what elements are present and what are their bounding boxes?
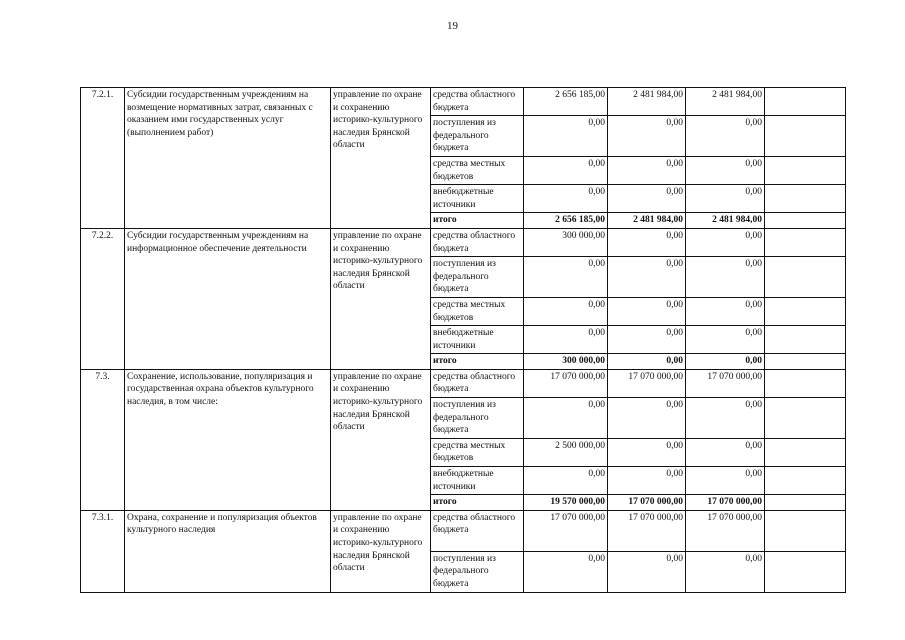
empty-cell [765, 326, 846, 354]
funding-source: средства местных бюджетов [431, 297, 524, 325]
item-name: Охрана, сохранение и популяризация объектов культурного наследия [125, 510, 331, 592]
funding-source: средства областного бюджета [431, 88, 524, 116]
amount-v1: 17 070 000,00 [524, 369, 608, 397]
amount-v1: 2 656 185,00 [524, 88, 608, 116]
amount-v2: 0,00 [608, 438, 686, 466]
amount-v2: 17 070 000,00 [608, 510, 686, 551]
total-amount-v2: 2 481 984,00 [608, 213, 686, 229]
empty-cell [765, 510, 846, 551]
table-row [81, 88, 846, 116]
amount-v3: 0,00 [686, 551, 765, 592]
item-number: 7.2.2. [81, 228, 125, 369]
amount-v1: 0,00 [524, 467, 608, 495]
funding-source: поступления из федерального бюджета [431, 398, 524, 439]
amount-v2: 0,00 [608, 551, 686, 592]
item-name: Сохранение, использование, популяризация и государственная охрана объектов культурного наследия, в том числе: [125, 369, 331, 510]
funding-source: внебюджетные источники [431, 326, 524, 354]
amount-v1: 17 070 000,00 [524, 510, 608, 551]
amount-v3: 0,00 [686, 257, 765, 298]
funding-source: поступления из федерального бюджета [431, 257, 524, 298]
empty-cell [765, 551, 846, 592]
amount-v3: 2 481 984,00 [686, 88, 765, 116]
table-row [81, 510, 846, 551]
amount-v1: 0,00 [524, 398, 608, 439]
funding-source: внебюджетные источники [431, 467, 524, 495]
total-amount-v3: 0,00 [686, 354, 765, 370]
item-name: Субсидии государственным учреждениям на информационное обеспечение деятельности [125, 228, 331, 369]
amount-v1: 0,00 [524, 116, 608, 157]
empty-cell [765, 354, 846, 370]
amount-v2: 0,00 [608, 398, 686, 439]
amount-v2: 0,00 [608, 228, 686, 256]
empty-cell [765, 116, 846, 157]
table-row [81, 228, 846, 256]
total-amount-v2: 0,00 [608, 354, 686, 370]
total-label: итого [431, 213, 524, 229]
empty-cell [765, 257, 846, 298]
empty-cell [765, 156, 846, 184]
amount-v2: 0,00 [608, 257, 686, 298]
amount-v3: 17 070 000,00 [686, 369, 765, 397]
empty-cell [765, 88, 846, 116]
amount-v1: 0,00 [524, 297, 608, 325]
empty-cell [765, 297, 846, 325]
amount-v1: 300 000,00 [524, 228, 608, 256]
amount-v1: 0,00 [524, 257, 608, 298]
funding-source: средства местных бюджетов [431, 438, 524, 466]
amount-v2: 0,00 [608, 185, 686, 213]
amount-v1: 0,00 [524, 551, 608, 592]
item-executor: управление по охране и сохранению историко-культурного наследия Брянской области [331, 228, 431, 369]
total-amount-v1: 2 656 185,00 [524, 213, 608, 229]
amount-v3: 0,00 [686, 326, 765, 354]
amount-v3: 0,00 [686, 438, 765, 466]
amount-v1: 2 500 000,00 [524, 438, 608, 466]
funding-source: внебюджетные источники [431, 185, 524, 213]
funding-source: поступления из федерального бюджета [431, 551, 524, 592]
item-executor: управление по охране и сохранению историко-культурного наследия Брянской области [331, 88, 431, 229]
empty-cell [765, 185, 846, 213]
item-name: Субсидии государственным учреждениям на возмещение нормативных затрат, связанных с оказанием ими государственных услуг (выполнением работ) [125, 88, 331, 229]
amount-v1: 0,00 [524, 185, 608, 213]
budget-table [80, 87, 846, 593]
amount-v3: 0,00 [686, 156, 765, 184]
amount-v2: 0,00 [608, 297, 686, 325]
amount-v2: 0,00 [608, 467, 686, 495]
amount-v3: 0,00 [686, 398, 765, 439]
empty-cell [765, 213, 846, 229]
total-amount-v1: 19 570 000,00 [524, 495, 608, 511]
empty-cell [765, 398, 846, 439]
item-executor: управление по охране и сохранению историко-культурного наследия Брянской области [331, 369, 431, 510]
funding-source: средства областного бюджета [431, 369, 524, 397]
amount-v2: 0,00 [608, 326, 686, 354]
total-amount-v3: 2 481 984,00 [686, 213, 765, 229]
amount-v3: 0,00 [686, 185, 765, 213]
item-number: 7.3. [81, 369, 125, 510]
empty-cell [765, 369, 846, 397]
table-row [81, 369, 846, 397]
amount-v1: 0,00 [524, 326, 608, 354]
total-label: итого [431, 495, 524, 511]
empty-cell [765, 438, 846, 466]
item-executor: управление по охране и сохранению историко-культурного наследия Брянской области [331, 510, 431, 592]
funding-source: средства областного бюджета [431, 228, 524, 256]
funding-source: средства местных бюджетов [431, 156, 524, 184]
total-amount-v2: 17 070 000,00 [608, 495, 686, 511]
empty-cell [765, 228, 846, 256]
empty-cell [765, 495, 846, 511]
amount-v1: 0,00 [524, 156, 608, 184]
funding-source: средства областного бюджета [431, 510, 524, 551]
item-number: 7.3.1. [81, 510, 125, 592]
amount-v2: 2 481 984,00 [608, 88, 686, 116]
amount-v3: 0,00 [686, 228, 765, 256]
amount-v3: 17 070 000,00 [686, 510, 765, 551]
empty-cell [765, 467, 846, 495]
total-label: итого [431, 354, 524, 370]
amount-v2: 0,00 [608, 116, 686, 157]
page-number: 19 [447, 20, 458, 32]
amount-v2: 0,00 [608, 156, 686, 184]
amount-v2: 17 070 000,00 [608, 369, 686, 397]
amount-v3: 0,00 [686, 467, 765, 495]
total-amount-v1: 300 000,00 [524, 354, 608, 370]
total-amount-v3: 17 070 000,00 [686, 495, 765, 511]
amount-v3: 0,00 [686, 297, 765, 325]
item-number: 7.2.1. [81, 88, 125, 229]
amount-v3: 0,00 [686, 116, 765, 157]
funding-source: поступления из федерального бюджета [431, 116, 524, 157]
